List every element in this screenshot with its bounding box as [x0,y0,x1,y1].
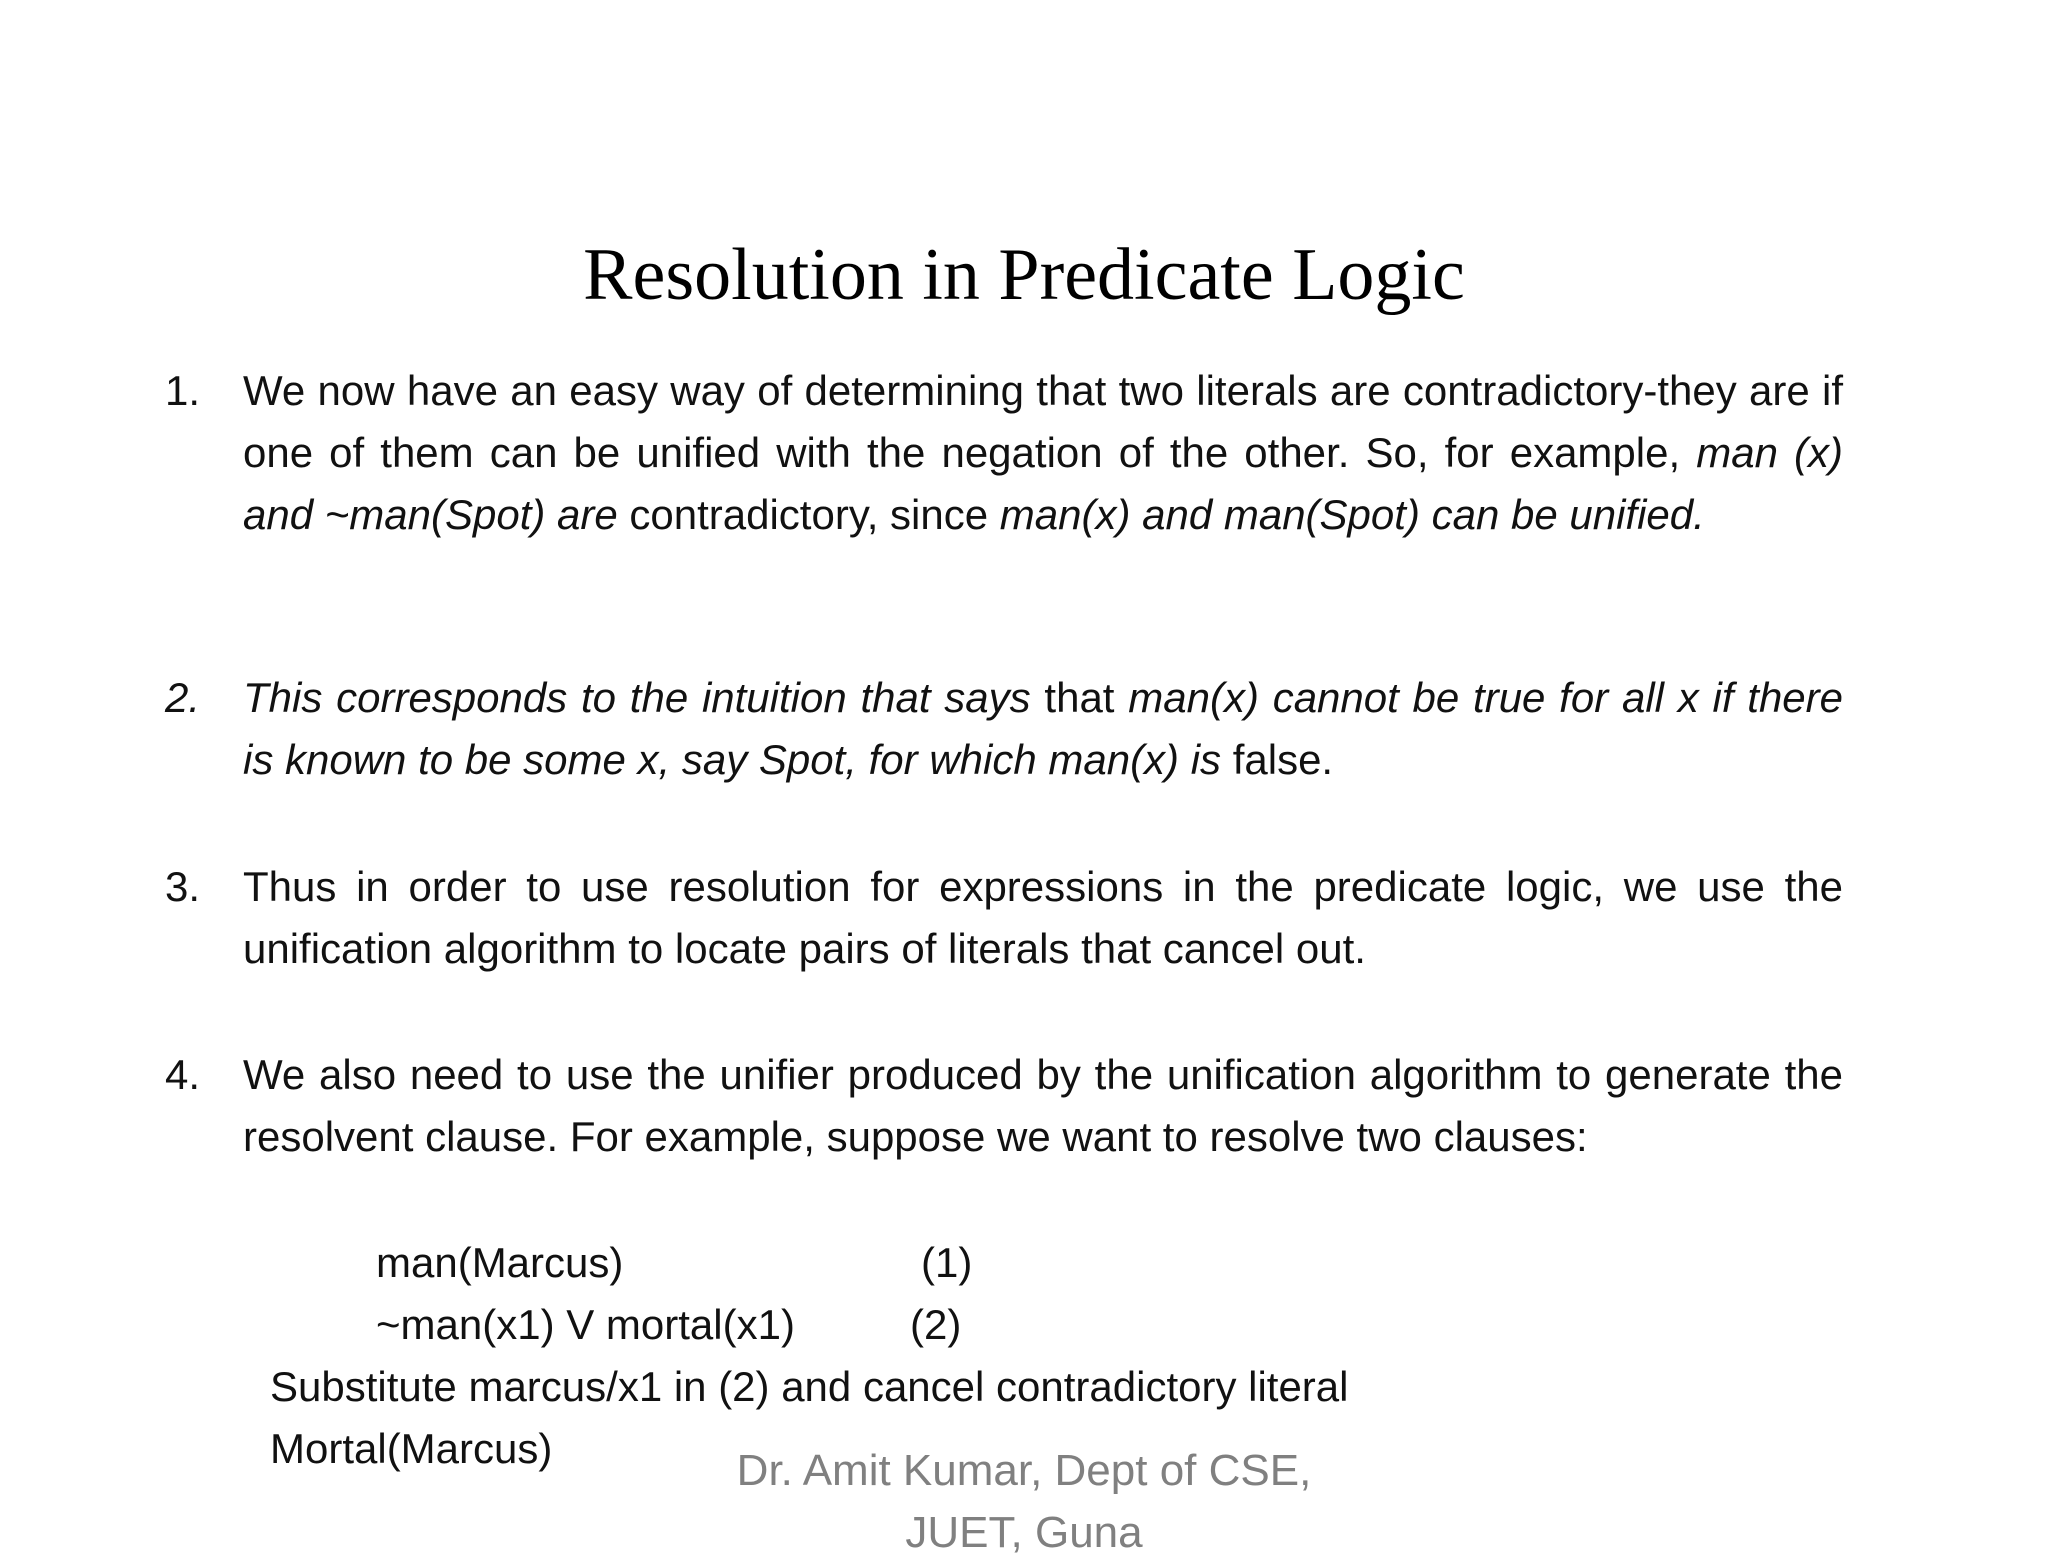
text-segment: false. [1221,736,1334,783]
item-text [243,360,1843,546]
item-number: 1. [165,367,201,414]
item-text [243,856,1843,980]
item-number: 3. [165,863,201,910]
substitution-note: Substitute marcus/x1 in (2) and cancel contradictory literal [270,1363,1349,1410]
footer-institution: JUET, Guna [905,1508,1143,1557]
clause-expression: man(Marcus) [376,1239,624,1286]
text-segment-italic: This corresponds to the intuition that says [243,674,1031,721]
text-segment-italic: man(x) and man(Spot) can be unified. [999,491,1705,538]
text-segment: contradictory, since [617,491,1000,538]
item-number: 4. [165,1051,201,1098]
clause-2-label [910,1294,961,1356]
result-clause: Mortal(Marcus) [270,1425,553,1472]
clause-number: (1) [921,1239,973,1286]
text-segment: We also need to use the unifier produced by the unification algorithm to generate the resolvent clause. For example, suppose we want to resolve two clauses: [243,1051,1843,1160]
clause-1-label [921,1232,972,1294]
clause-1 [376,1232,623,1294]
text-segment-italic: man(x) cannot be true for all x if there is known to be some x, say Spot, for which man(x) is [243,674,1843,783]
footer [0,1440,2048,1564]
text-segment: that [1030,674,1129,721]
item-number: 2. [165,674,201,721]
footer-author: Dr. Amit Kumar, Dept of CSE, [736,1446,1312,1495]
text-segment-italic: man (x) and ~man(Spot) are [243,429,1843,538]
item-text [243,667,1843,791]
clause-2 [376,1294,795,1356]
text-segment: Thus in order to use resolution for expressions in the predicate logic, we use the unification algorithm to locate pairs of literals that cancel out. [243,863,1843,972]
item-text [243,1044,1843,1168]
slide-title: Resolution in Predicate Logic [583,234,1465,316]
clause-expression: ~man(x1) V mortal(x1) [376,1301,795,1348]
clause-number: (2) [910,1301,962,1348]
text-segment: We now have an easy way of determining that two literals are contradictory-they are if one of them can be unified with the negation of the other. So, for example, [243,367,1843,476]
